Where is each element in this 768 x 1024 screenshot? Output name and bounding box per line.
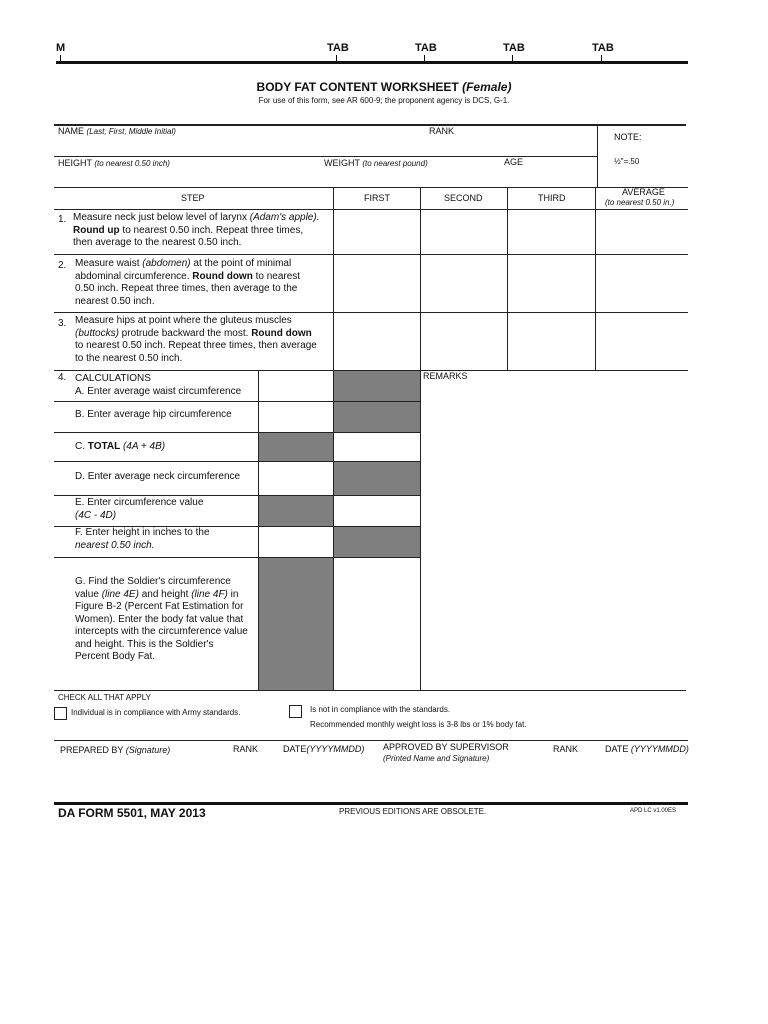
col-first: FIRST (364, 193, 390, 203)
age-label: AGE (504, 157, 524, 167)
step-1-average-input[interactable] (596, 210, 688, 254)
calc-f-label: F. Enter height in inches to the nearest 0.50 inch. (75, 527, 210, 551)
shaded-cell (333, 461, 420, 495)
calc-a-label: A. Enter average waist circumference (75, 386, 242, 397)
col-step: STEP (181, 193, 205, 203)
comply-label: Individual is in compliance with Army standards. (71, 708, 241, 717)
name-label: NAME (Last, First, Middle Initial) (58, 126, 176, 136)
remarks-label: REMARKS (423, 371, 468, 381)
calc-b-input[interactable] (259, 402, 332, 431)
shaded-cell (258, 495, 333, 526)
calc-g-label: G. Find the Soldier's circumference value (line 4E) and height (line 4F) in Figure B-2 (Percent Fat Estimation for Women). Enter the body fat value that intercepts with the circumference value and height. This is the Soldier's Percent Body Fat. (75, 576, 248, 662)
calc-d-label: D. Enter average neck circumference (75, 471, 241, 482)
step-2-text: Measure waist (abdomen) at the point of minimal abdominal circumference. Round down to nearest 0.50 inch. Repeat three times, then average to the nearest 0.50 inch. (75, 258, 301, 307)
approved-hint: (Printed Name and Signature) (383, 754, 490, 763)
signature-top-rule (54, 740, 688, 741)
note-value: ½"=.50 (614, 157, 640, 166)
col-third: THIRD (538, 193, 566, 203)
step-3-number: 3. (58, 318, 67, 329)
col-average-hint: (to nearest 0.50 in.) (605, 198, 675, 207)
rank-label: RANK (429, 126, 455, 136)
calc-f-input[interactable] (259, 527, 332, 556)
date-2-label: DATE (YYYYMMDD) (605, 744, 689, 754)
shaded-cell (258, 432, 333, 461)
remarks-input[interactable] (421, 382, 687, 689)
calc-g-input[interactable] (334, 558, 419, 689)
version-label: APD LC v1.00ES (630, 808, 677, 814)
form-instruction: For use of this form, see AR 600-9; the proponent agency is DCS, G-1. (258, 96, 510, 105)
noncomply-checkbox[interactable] (289, 705, 302, 718)
col-second: SECOND (444, 193, 483, 203)
top-rule (56, 61, 688, 64)
rank-2-label: RANK (553, 744, 579, 754)
calc-d-input[interactable] (259, 462, 332, 494)
weight-label: WEIGHT (to nearest pound) (324, 158, 428, 168)
note-label: NOTE: (614, 132, 642, 142)
calc-b-label: B. Enter average hip circumference (75, 409, 232, 420)
tab-1: TAB (327, 42, 349, 54)
calc-bottom-rule (54, 690, 686, 691)
prepared-label: PREPARED BY (Signature) (60, 745, 171, 755)
tab-3: TAB (503, 42, 525, 54)
form-title: BODY FAT CONTENT WORKSHEET (Female) (256, 80, 512, 94)
row-rule (54, 312, 688, 313)
calc-heading: CALCULATIONS (75, 373, 151, 384)
tab-m: M (56, 42, 66, 54)
comply-checkbox[interactable] (54, 707, 67, 720)
step-1-second-input[interactable] (421, 210, 507, 254)
calc-c-input[interactable] (334, 433, 419, 460)
noncomply-label: Is not in compliance with the standards. (310, 705, 451, 714)
calc-e-input[interactable] (334, 496, 419, 525)
height-label: HEIGHT (to nearest 0.50 inch) (58, 158, 170, 168)
tab-2: TAB (415, 42, 437, 54)
date-1-label: DATE(YYYYMMDD) (283, 744, 365, 754)
recommend-label: Recommended monthly weight loss is 3-8 lbs or 1% body fat. (310, 720, 527, 729)
step-1-text: Measure neck just below level of larynx (Adam's apple). Round up to nearest 0.50 inch. Repeat three times, then average to the nearest 0.50 inch. (73, 212, 320, 248)
calc-rule (54, 461, 420, 462)
step-2-number: 2. (58, 260, 67, 271)
calc-c-label: C. TOTAL (4A + 4B) (75, 441, 166, 452)
step-1-third-input[interactable] (508, 210, 595, 254)
approved-label: APPROVED BY SUPERVISOR (383, 742, 509, 752)
shaded-cell (258, 557, 333, 690)
footer-rule (54, 802, 688, 805)
step-1-first-input[interactable] (334, 210, 420, 254)
calc-e-label: E. Enter circumference value (4C - 4D) (75, 497, 204, 521)
obsolete-notice: PREVIOUS EDITIONS ARE OBSOLETE. (339, 807, 487, 816)
rank-1-label: RANK (233, 744, 259, 754)
row-rule (54, 254, 688, 255)
shaded-cell (333, 526, 420, 557)
step-3-text: Measure hips at point where the gluteus muscles (buttocks) protrude backward the most. Round down to nearest 0.50 inch. Repeat three times, then average to the nearest 0.50 inch. (75, 315, 317, 364)
table-top-rule (54, 187, 688, 188)
form-number: DA FORM 5501, MAY 2013 (58, 806, 206, 820)
note-divider (597, 124, 598, 187)
calc-number: 4. (58, 372, 67, 383)
checks-heading: CHECK ALL THAT APPLY (58, 693, 151, 702)
calc-a-input[interactable] (259, 372, 332, 400)
calc-rule (54, 401, 420, 402)
tab-4: TAB (592, 42, 614, 54)
step-1-number: 1. (58, 214, 67, 225)
col-average: AVERAGE (622, 187, 665, 197)
